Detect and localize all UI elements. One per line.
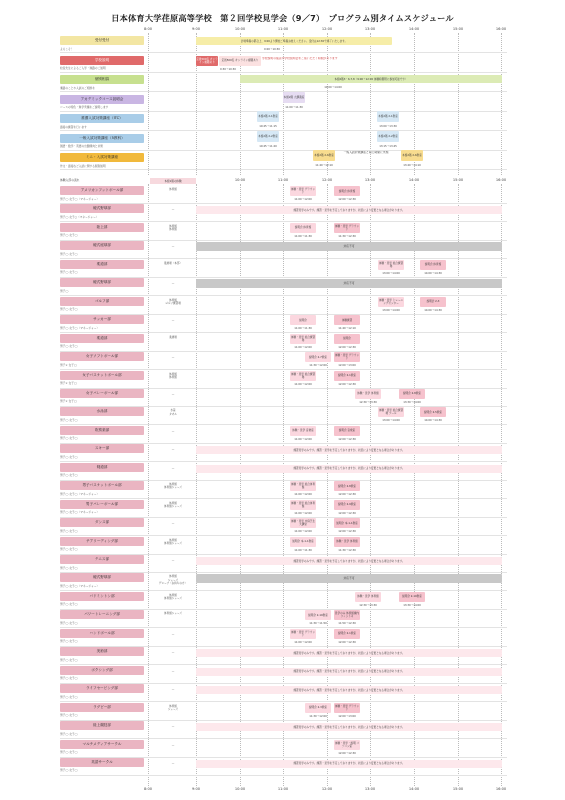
club-label[interactable]: 水泳部 [60,407,144,416]
axis-tick-label: 11:00 [277,178,289,182]
time-label: 12:00～12:30 [338,751,356,755]
club-sub: 男子◯ 女子◯ [60,731,78,736]
time-label: 11:00～12:00 [294,640,312,644]
row-divider [60,369,507,370]
axis-tick-label: 16:00 [495,27,507,31]
club-place-dash: — [171,208,175,212]
grid-line [283,33,284,175]
club-place-dash: — [171,632,175,636]
club-note: 練習見学のみです。練習・見学を予定しておりますが、状況により変更となる場合があります。 [196,723,502,731]
axis-tick-label: 9:00 [191,787,201,791]
club-label[interactable]: 男子バレーボール部 [60,500,144,509]
club-label[interactable]: チアリーディング部 [60,537,144,546]
club-session-block: 説明会 本-1-1教室 [290,537,316,547]
axis-tick-label: 13:00 [364,27,376,31]
club-sub: 男子× 女子◯ [60,381,77,385]
club-sub: 男子◯ 女子◯ [60,528,78,533]
club-sub: 男子◯ 女子◯（マネージャー） [60,583,100,588]
grid-line [327,184,328,786]
time-label: 10:45～11:20 [259,144,277,148]
club-place-dash: — [171,466,175,470]
axis-tick-label: 12:00 [321,178,333,182]
session-block: 本館2階 2-1教室 [377,111,399,122]
club-session-block: 説明会 2-3教室 [305,703,331,713]
club-session-block: 体験練習 [334,315,360,325]
category-sub: 作文・面接など入試に関する個別説明 [60,163,106,168]
time-label: 13:00～14:00 [382,419,400,423]
row-divider [60,130,507,131]
club-session-block: 体験・見学 総合練習場 [378,261,404,268]
club-place: 体育館シューズ [164,612,182,616]
row-divider [60,72,507,73]
club-label[interactable]: パワートレーニング部 [60,610,144,619]
axis-tick-label: 14:00 [408,787,420,791]
club-session-block: 説明会 2-10教室 [399,592,425,602]
category-sub: 面接の練習を行います [60,124,87,129]
club-sub: 男子◯ 女子◯（マネージャー） [60,510,100,515]
session-block: 本館2階 2-2教室 [377,131,399,142]
grid-line [501,33,502,175]
club-sub: 男子◯ 女子◯ [60,473,78,478]
club-label[interactable]: 陸上競技部 [60,721,144,730]
time-label: 11:40～12:10 [315,164,333,167]
club-label[interactable]: アメリカンフットボール部 [60,186,144,195]
club-note: 練習見学のみです。練習・見学を予定しておりますが、状況により変更となる場合があります。 [196,465,502,473]
session-note: 一般入試対策講座と同じ時間に実施 [343,151,389,154]
club-label[interactable]: サッカー部 [60,315,144,324]
time-label: 11:00～12:00 [294,493,312,497]
club-session-block: 説明会 本-1-1教室 [334,518,360,528]
club-session-block: 説明会 2-5教室 [420,407,446,417]
club-session-block: 説明会 [334,334,360,344]
time-label: 13:00～14:00 [382,271,400,275]
session-block: 本館2階 大講義室 [283,92,305,103]
axis-tick-label: 8:00 [143,787,153,791]
time-label: 12:00～13:00 [338,714,356,718]
session-block: 定員500名 オンライン視聴あり [196,57,218,64]
club-sub: 男子◯ 女子◯ [60,233,78,238]
club-label[interactable]: 剣道部 [60,463,144,472]
session-block: 定員500名 オンライン視聴あり [219,56,261,66]
consult-block: 本館2階3・6,7,8（9:00～12:00 体験時間帯に参加可能です） [240,75,502,83]
page-title: 日本体育大学荏原高等学校 第２回学校見学会（9／7） プログラム別タイムスケジュール [111,13,454,23]
club-session-block: 体験・見学 総合練習場 プール [378,409,404,416]
club-label[interactable]: 美術部 [60,647,144,656]
club-sub: 男子◯ 女子◯ [60,676,78,681]
category-label: 学校説明 [60,56,144,65]
club-session-block: 説明会 2-9教室 [334,500,360,510]
category-sub: 校長先生によるご入学・進路のご説明 [60,66,106,70]
time-label: 11:00～11:30 [294,548,312,552]
axis-tick-label: 14:00 [408,178,420,182]
time-label: 11:00～11:30 [294,234,312,238]
club-place-dash: — [171,522,175,526]
time-label: 10:00～14:00 [324,86,342,89]
club-place-dash: — [171,245,175,249]
row-divider [60,111,507,112]
club-session-block: 見学のみ 体育館棟内 フィットネ [334,612,360,619]
club-session-block: 体験・見学 体育館 [355,389,381,399]
axis-tick-label: 15:00 [452,27,464,31]
time-label: 12:30～13:30 [359,603,377,607]
club-label[interactable]: 女子バレーボール部 [60,389,144,398]
club-session-block: 説明会 音楽室 [334,426,360,436]
club-session-block: 説明会 [290,315,316,325]
grid-line [458,33,459,175]
club-place-dash: — [171,429,175,433]
time-label: 11:30～12:30 [338,548,356,552]
time-label: 9:00～10:30 [264,48,280,51]
club-session-block: 説明会 体育館 [290,223,316,233]
club-place: 体育館 [169,188,177,191]
club-session-block: 説明会 2-1教室 [334,371,360,381]
axis-tick-label: 12:00 [321,787,333,791]
club-label[interactable]: マルチメディアサークル [60,740,144,749]
grid-line [240,33,241,175]
club-note: 練習見学のみです。練習・見学を予定しておりますが、状況により変更となる場合があります。 [196,760,502,768]
reception-block: 会場準備の都合上、9:00より開校ご準備お控えください。受付は12:30で終了いたします。 [196,37,392,45]
club-sub: 男子◯ 女子◯ [60,694,78,699]
club-note: 練習見学のみです。練習・見学を予定しておりますが、状況により変更となる場合があります。 [196,446,502,454]
club-sub: 男子◯ 女子◯ [60,768,78,773]
category-sub: 国語・数学・英語の出題傾向と対策 [60,144,103,148]
club-place-dash: — [171,448,175,452]
club-sub: 男子◯ 女子◯ [60,307,78,312]
club-place: 体育館 シューズ [167,704,179,711]
axis-tick-label: 8:00 [143,27,153,31]
club-note: 練習見学のみです。練習・見学を予定しておりますが、状況により変更となる場合があります。 [196,649,502,657]
club-sub: 男子× 女子◯ [60,399,77,404]
time-label: 13:30～14:00 [403,400,421,404]
axis-tick-label: 15:00 [452,178,464,182]
club-label[interactable]: 硬式野球部 [60,573,144,582]
axis-tick-label: 10:00 [234,787,246,791]
club-session-block: 体験・見学・説明 パソコン室 [334,741,360,748]
section-badge: 本館1階の体験 [150,178,196,184]
time-label: 11:40～12:10 [338,327,356,331]
time-label: 13:15～13:45 [379,144,397,148]
club-session-block: 体験・見学 総合体育館 [290,483,316,490]
club-place-dash: — [171,559,175,562]
time-label: 11:30～11:50 [309,622,327,626]
club-place: 体育館 体育館 [169,372,177,379]
club-session-block: 体験・見学 体育館 [334,537,360,547]
club-note: 練習見学のみです。練習・見学を予定しておりますが、状況により変更となる場合があります。 [196,686,502,694]
club-session-block: 体験・見学 総合練習場 [290,372,316,379]
time-label: 12:00～13:00 [338,364,356,368]
club-sub: 男子◯ 女子◯ [60,713,78,718]
club-label[interactable]: ダンス部 [60,518,144,527]
time-label: 11:00～12:00 [294,345,312,349]
club-place-dash: — [171,319,175,323]
time-label: 11:00～12:00 [294,437,312,441]
row-divider [60,150,507,151]
club-place: 体育館 体育館シューズ [164,538,182,545]
time-label: 12:00～12:30 [338,493,356,497]
club-place-dash: — [171,392,175,396]
club-session-block: 体験・見学 体育館 [355,592,381,602]
time-label: 11:00～11:30 [285,105,303,109]
club-place-dash: — [171,356,175,360]
time-label: 11:00～12:00 [294,382,312,386]
club-label[interactable]: 柔道部 [60,260,144,269]
club-sub: 男子◯ 女子◯ [60,565,78,570]
club-sub: 男子◯ 女子◯ [60,454,78,459]
club-sub: 男子◯ 女子◯（マネージャー） [60,325,100,330]
club-label[interactable]: バドミントン部 [60,592,144,601]
club-place-dash: — [171,725,175,729]
club-place-dash: — [171,688,175,692]
time-label: 12:00～12:30 [338,345,356,349]
row-divider [60,738,507,739]
club-place: 体育館 シューズ グローブ（お持ちの方） [158,575,188,585]
club-session-block: 体験・見学 グラウンド [334,704,360,711]
club-session-block: 体験・見学 グラウンド [334,354,360,361]
club-sub: 男子× 女子◯ [60,362,77,367]
category-sub: コースの特色・進学実績をご説明します [60,105,109,109]
club-sub: 男子◯ 女子◯ [60,344,78,349]
category-label: ミニ・入試対策講座 [60,153,144,162]
club-place: 柔道場 [169,335,177,339]
club-sub: 男子◯ [60,288,69,293]
axis-tick-label: 11:00 [277,787,289,791]
row-divider [60,775,507,776]
club-session-block: 体験・見学 中庭芝生 大講堂 [290,520,316,527]
time-label: 12:00～12:30 [338,511,356,515]
club-label[interactable]: 英語サークル [60,758,144,767]
club-label[interactable]: 陸上部 [60,223,144,232]
club-session-block: 体験・見学 音楽室 [290,426,316,436]
session-note: 学校説明の後は中学校説明会をご覧いただく時間があります [262,56,338,60]
time-label: 11:00～12:00 [294,511,312,515]
club-session-block: 説明会 体育館 [334,186,360,196]
club-label[interactable]: 硬式庭球部 [60,241,144,250]
axis-tick-label: 12:00 [321,27,333,31]
club-label[interactable]: 女子バスケットボール部 [60,371,144,380]
grid-line [283,184,284,786]
club-label[interactable]: 吹奏楽部 [60,426,144,435]
time-label: 12:00～12:30 [338,640,356,644]
axis-tick-label: 9:00 [191,27,201,31]
time-label: 12:30～13:30 [359,400,377,404]
club-sub: 男子◯ 女子◯ [60,620,78,625]
club-label[interactable]: 硬式野球部 [60,278,144,287]
axis-tick-label: 14:00 [408,27,420,31]
axis-tick-label: 13:00 [364,178,376,182]
club-sub: 男子◯ 女子◯ [60,547,78,552]
time-label: 13:00～13:30 [379,125,397,128]
time-label: 12:00～12:30 [338,198,356,201]
club-place: 体育館 体育館 [169,224,177,232]
club-label[interactable]: ハンドボール部 [60,629,144,638]
club-label[interactable]: 柔道部 [60,334,144,343]
time-label: 10:45～11:15 [259,125,277,128]
club-sub: 男子◯ 女子◯ [60,750,78,754]
club-session-block: 説明会 2-3 [420,297,446,307]
club-sub: 男子◯ 女子◯ [60,417,78,422]
time-label: 13:30～14:00 [403,603,421,607]
club-session-block: 説明会 2-1教室 [334,629,360,639]
club-session-block: 体験・見学 グラウンド [290,188,316,194]
club-session-block: 体験・見学 総合練習場 [290,335,316,342]
time-label: 14:00～14:30 [424,271,442,275]
axis-tick-label: 13:00 [364,787,376,791]
club-note: 練習見学のみです。練習・見学を予定しておりますが、状況により変更となる場合があります。 [196,557,502,565]
time-label: 11:30～12:00 [309,714,327,718]
club-label[interactable]: スキー部 [60,444,144,453]
club-place-dash: — [171,651,175,655]
club-place: 体育館 ゴルフ練習場 [165,298,181,305]
club-sub: 男子◯ 女子◯ [60,251,78,256]
club-place-dash: — [171,669,175,673]
time-label: 13:00～14:00 [382,308,400,312]
axis-tick-label: 16:00 [495,178,507,182]
row-divider [60,332,507,333]
club-session-block: 説明会 2-7教室 [305,352,331,362]
club-session-block: 説明会 2-8教室 [399,389,425,399]
club-sub: 男子◯ 女子◯ [60,657,78,662]
club-place: 体育館 体育館シューズ [164,593,182,601]
club-place: 柔道場（本部） [163,261,183,265]
axis-tick-label: 16:00 [495,787,507,791]
club-label[interactable]: 女子ソフトボール部 [60,352,144,361]
club-session-block: 体験・見学 グラウンド [334,224,360,231]
club-label[interactable]: 硬式野球部 [60,204,144,213]
time-label: 13:40～14:10 [403,164,421,167]
club-place: 体育館 体育館シューズ [164,483,182,490]
club-label[interactable]: 男子バスケットボール部 [60,481,144,490]
grid-line [414,184,415,786]
session-block: 本館2階 2-2教室 [257,131,279,142]
category-label: 一般入試対策講座（5教科） [60,134,144,143]
club-unavailable-bar: 対応不可 [196,279,502,288]
axis-tick-label: 10:00 [234,27,246,31]
club-label[interactable]: ライフセービング部 [60,684,144,693]
grid-line [370,184,371,786]
section-label: 体験入部の流れ [60,178,80,182]
grid-line [501,184,502,786]
category-label: アカデミックコース説明会 [60,95,144,104]
club-sub: 男子◯ 女子◯（マネージャー） [60,491,100,496]
time-label: 14:00～14:30 [424,419,442,423]
grid-line [240,184,241,786]
axis-tick-label: 11:00 [277,27,289,31]
time-label: 11:30～12:30 [338,234,356,238]
row-divider [60,52,507,53]
club-unavailable-bar: 対応不可 [196,574,502,583]
club-session-block: 体験・見学 総合体育館 [290,501,316,508]
category-label: 受付受付 [60,36,144,45]
time-label: 12:00～12:30 [338,382,356,386]
row-divider [60,535,507,536]
session-block: 本館2階 2-1教室 [257,111,279,122]
club-place-dash: — [171,743,175,747]
time-label: 11:50～12:30 [338,622,356,626]
club-sub: 男子◯ 女子◯ [60,270,78,275]
club-sub: 男子◯ 女子◯（マネージャー） [60,196,100,201]
club-sub: 男子◯ 女子○（マネージャー） [60,214,99,219]
club-place: 体育館 体育館シューズ [164,501,182,508]
time-label: 9:30～10:30 [220,67,236,71]
grid-line [196,184,197,786]
category-sub: 進路のことや入試のご相談を [60,85,95,90]
club-note: 練習見学のみです。練習・見学を予定しておりますが、状況により変更となる場合があります。 [196,668,502,676]
session-block: 本館2階 2-6教室 [401,150,423,161]
grid-line [196,33,197,175]
club-unavailable-bar: 対応不可 [196,242,502,251]
session-block: 本館2階 2-6教室 [313,150,335,161]
time-label: 14:00～14:30 [424,308,442,312]
grid-line [458,184,459,786]
club-sub: 男子◯ 女子◯ [60,602,78,607]
club-session-block: 説明会 2-8教室 [334,481,360,491]
row-divider [60,701,507,702]
club-label[interactable]: テニス部 [60,555,144,564]
club-place: 水着 タオル [169,409,177,416]
time-label: 12:00～12:30 [338,437,356,441]
club-sub: 男子◯ 女子◯ [60,436,78,441]
category-label: 個別相談 [60,75,144,84]
time-label: 11:00～12:00 [294,198,312,201]
time-label: 12:00～12:30 [338,530,356,534]
club-session-block: 説明会 体育館 [420,260,446,270]
axis-tick-label: 10:00 [234,178,246,182]
club-session-block: 説明会 2-10教室 [305,610,331,620]
club-label[interactable]: ボクシング部 [60,666,144,675]
time-label: 11:00～12:00 [294,530,312,534]
time-label: 11:00～11:30 [294,327,312,331]
club-note: 練習見学のみです。練習・見学を予定しておりますが、状況により変更となる場合があります。 [196,206,502,214]
axis-tick-label: 15:00 [452,787,464,791]
club-session-block: 体験・見学 トレーニングセンター [378,298,404,305]
category-label: 推薦入試対策講座（ITC） [60,114,144,123]
time-label: 11:30～12:00 [309,364,327,368]
club-sub: 男子◯ 女子◯ [60,639,78,644]
club-label[interactable]: ラグビー部 [60,703,144,712]
club-session-block: 体験・見学 グラウンド [290,630,316,637]
category-sub: よろこそ！ [60,46,74,51]
row-divider [60,169,507,170]
club-place-dash: — [171,761,175,765]
grid-line [148,33,149,175]
club-place-dash: — [171,282,175,286]
club-label[interactable]: ゴルフ部 [60,297,144,306]
